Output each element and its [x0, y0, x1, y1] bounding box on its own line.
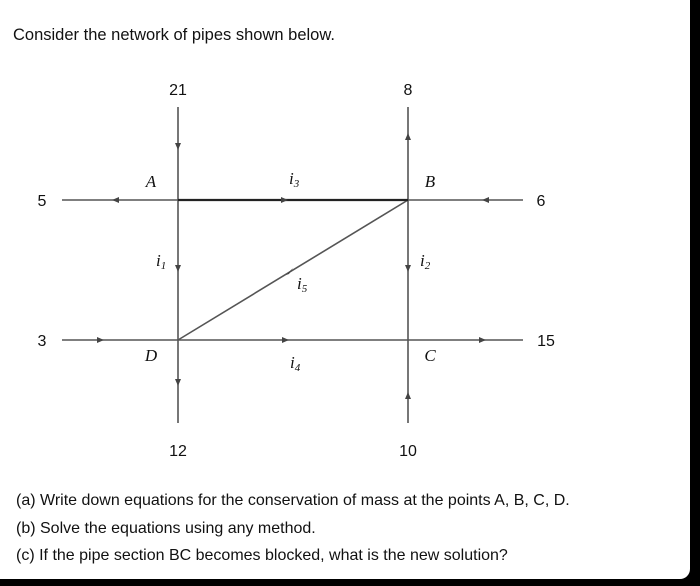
arrow-right-icon	[281, 197, 288, 203]
flow-top-B: 8	[403, 82, 413, 99]
arrow-down-icon	[175, 265, 181, 272]
current-label-i1: i1	[156, 251, 167, 272]
arrow-right-icon	[97, 337, 104, 343]
node-label-D: D	[144, 346, 158, 365]
arrow-up-icon	[405, 392, 411, 399]
flow-left-D: 3	[37, 333, 47, 350]
arrow-right-icon	[479, 337, 486, 343]
arrow-up-icon	[405, 133, 411, 140]
node-label-A: A	[145, 172, 157, 191]
flow-left-A: 5	[37, 193, 47, 210]
node-label-B: B	[424, 172, 436, 191]
current-label-i3: i3	[289, 169, 300, 190]
flow-bottom-D: 12	[169, 443, 187, 460]
current-label-i4: i4	[290, 353, 301, 374]
arrow-down-icon	[175, 379, 181, 386]
current-label-i5: i5	[297, 274, 308, 295]
node-label-C: C	[424, 346, 436, 365]
intro-text: Consider the network of pipes shown below.	[13, 26, 335, 44]
pipe-diagonal-DB	[178, 200, 408, 340]
flow-bottom-C: 10	[399, 443, 417, 460]
arrow-left-icon	[482, 197, 489, 203]
flow-right-C: 15	[537, 333, 555, 350]
arrow-left-icon	[112, 197, 119, 203]
questions-list	[16, 487, 570, 570]
arrow-down-icon	[405, 265, 411, 272]
question-b: (b) Solve the equations using any method.	[16, 519, 316, 537]
current-label-i2: i2	[420, 251, 431, 272]
arrow-right-icon	[282, 337, 289, 343]
flow-right-B: 6	[536, 193, 546, 210]
question-a: (a) Write down equations for the conservation of mass at the points A, B, C, D.	[16, 492, 570, 509]
arrow-down-icon	[175, 143, 181, 150]
flow-top-A: 21	[169, 82, 187, 99]
question-c: (c) If the pipe section BC becomes blocked, what is the new solution?	[16, 547, 508, 564]
